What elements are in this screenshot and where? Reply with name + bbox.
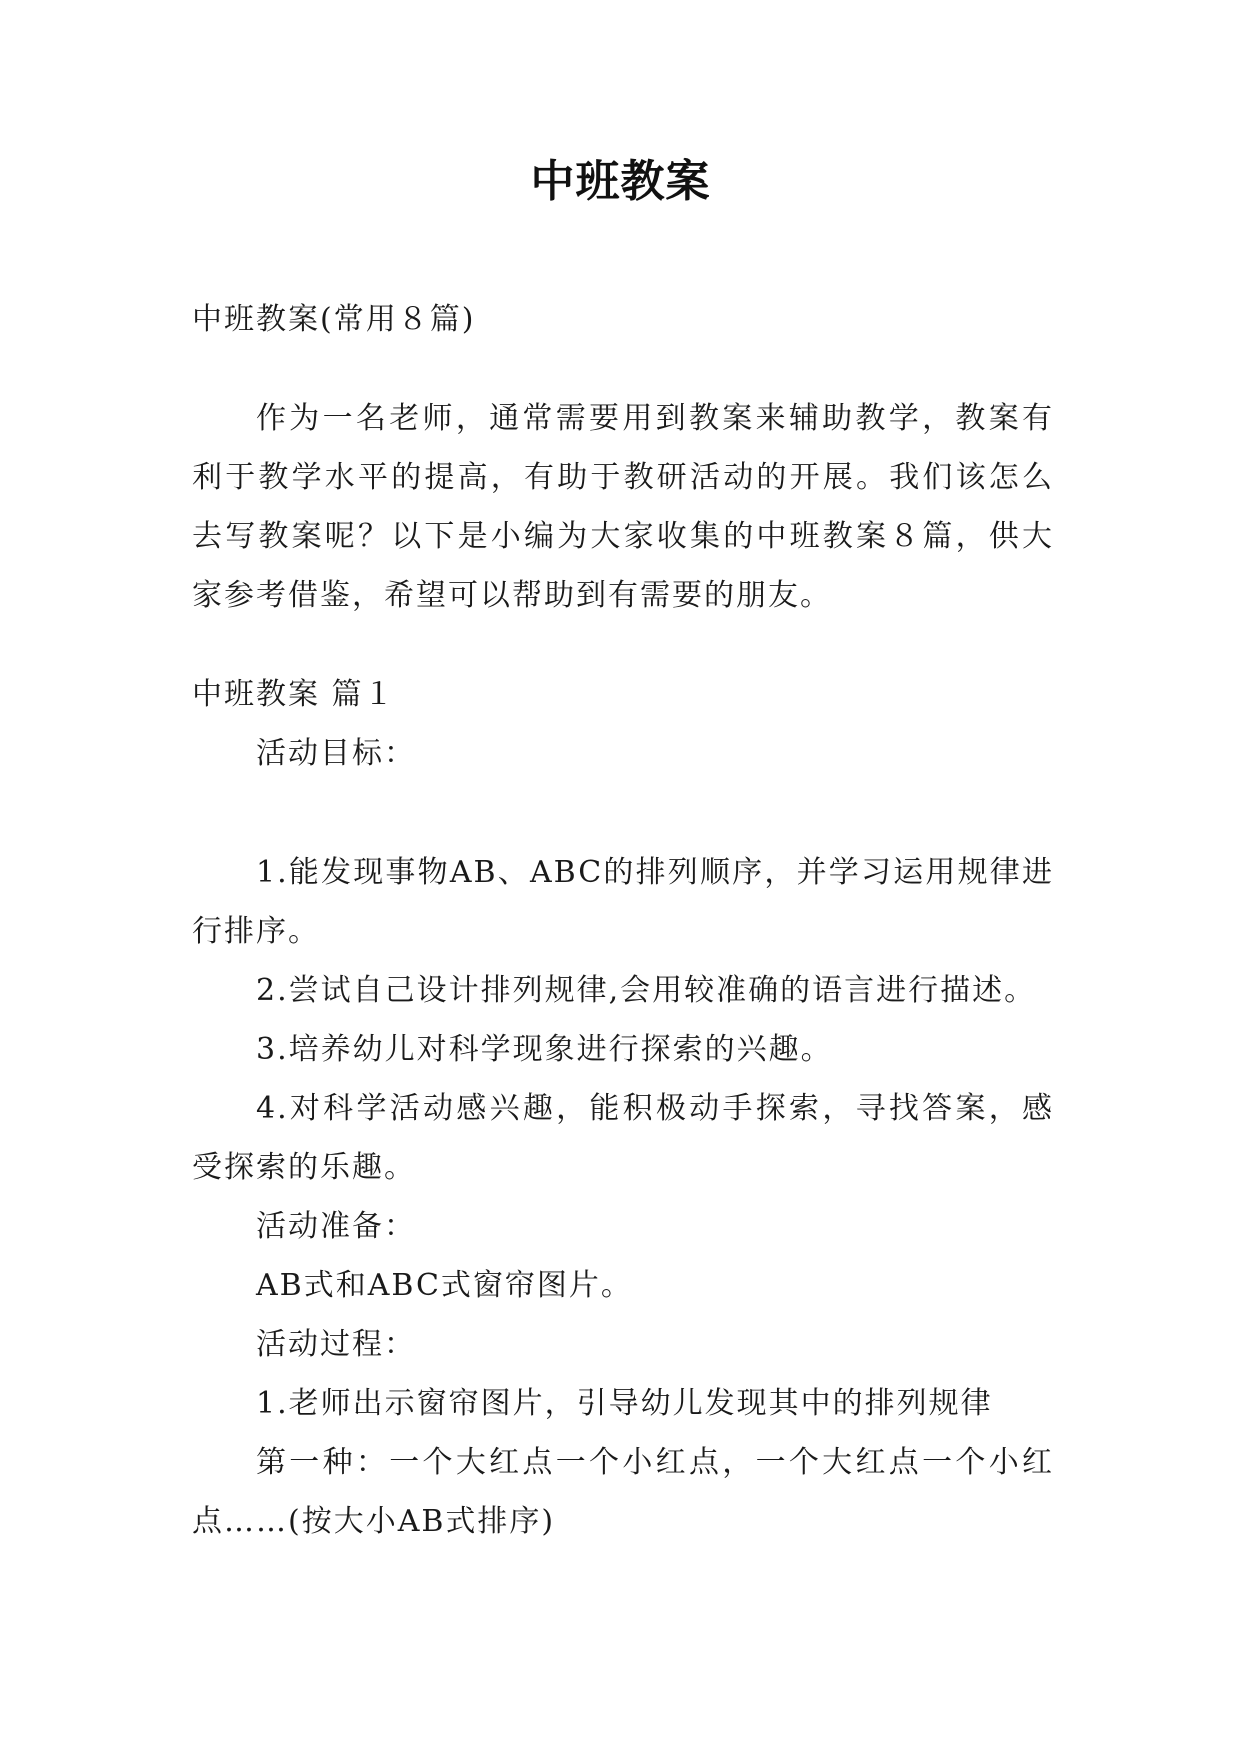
goal-item-3: 3.培养幼儿对科学现象进行探索的兴趣。 (256, 1032, 833, 1067)
prep-text: AB式和ABC式窗帘图片。 (256, 1268, 633, 1303)
intro-paragraph: 作为一名老师，通常需要用到教案来辅助教学，教案有利于教学水平的提高，有助于教研活动的开展。我们该怎么去写教案呢？以下是小编为大家收集的中班教案８篇，供大家参考借鉴，希望可以帮助到有需要的朋友。 (192, 401, 1054, 613)
process-step-2: 第一种：一个大红点一个小红点，一个大红点一个小红点……(按大小AB式排序) (192, 1445, 1054, 1539)
document-body (192, 290, 1054, 1551)
process-heading: 活动过程： (256, 1327, 416, 1362)
process-step-1: 1.老师出示窗帘图片，引导幼儿发现其中的排列规律 (256, 1386, 993, 1421)
goal-item-2: 2.尝试自己设计排列规律,会用较准确的语言进行描述。 (256, 973, 1037, 1008)
goals-heading: 活动目标： (256, 736, 416, 771)
document-subtitle: 中班教案(常用８篇) (192, 302, 476, 337)
goal-item-1: 1.能发现事物AB、ABC的排列顺序，并学习运用规律进行排序。 (192, 855, 1054, 949)
prep-heading: 活动准备： (256, 1209, 416, 1244)
document-title: 中班教案 (530, 156, 711, 207)
section-heading: 中班教案 篇１ (192, 677, 396, 712)
goal-item-4: 4.对科学活动感兴趣，能积极动手探索，寻找答案，感受探索的乐趣。 (192, 1091, 1054, 1185)
